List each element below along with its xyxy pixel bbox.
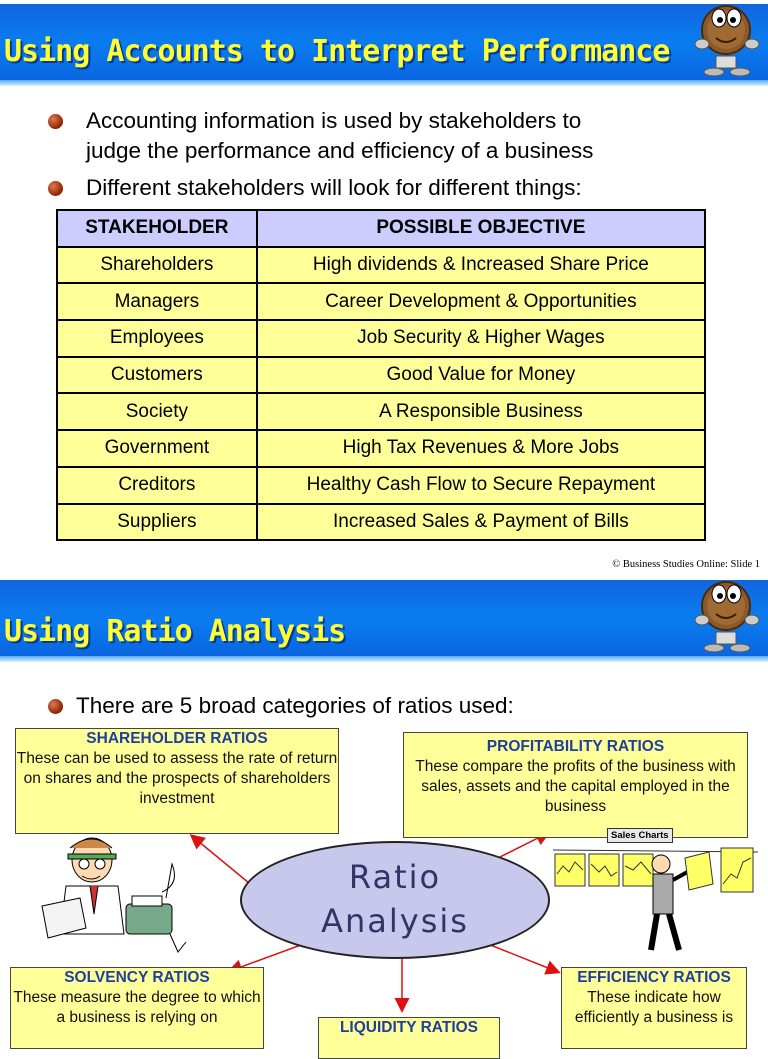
table-header-objective: POSSIBLE OBJECTIVE [257, 210, 705, 247]
table-row [57, 430, 705, 467]
bullet-dot-icon [48, 114, 63, 129]
table-row [57, 504, 705, 541]
stakeholder-cell: Customers [57, 357, 257, 394]
coin-mascot-icon [694, 2, 762, 76]
ratio-analysis-center [240, 841, 550, 959]
efficiency-ratios-box [561, 967, 747, 1049]
solvency-ratios-text: These measure the degree to which a business is relying on [13, 989, 261, 1026]
slide-1: Using Accounts to Interpret Performance Accounting information is used by stakeholders to judge the performance and efficiency of a business Different stakeholders will look for different things: STAKEHOLDER POSSIBLE OBJECTIVE Shareholders High dividends & Increased Share Price Managers Career Development & Opportunities Employees Job Security & Higher Wages Customers Good Value for Money Society A Responsible Business Government High Tax Revenues & More Jobs Creditors Healthy Cash Flow to Secure Repayment Suppliers Increased Sales & Payment of Bills © Business Studies Online: Slide 1 [0, 0, 768, 576]
slide-title: Using Accounts to Interpret Performance [4, 34, 670, 69]
table-row [57, 393, 705, 430]
table-row [57, 320, 705, 357]
stakeholder-cell: Creditors [57, 467, 257, 504]
bullet-dot-icon [48, 181, 63, 196]
efficiency-ratios-text: These indicate how efficiently a business is [574, 989, 734, 1026]
center-line-1: Ratio [348, 858, 442, 896]
objective-cell: Healthy Cash Flow to Secure Repayment [257, 467, 705, 504]
copyright-footer: © Business Studies Online: Slide 1 [612, 559, 760, 570]
slide-2: Using Ratio Analysis There are 5 broad categories of ratios used: SHAREHOLDER RATIOS These can be used to assess the rate of return on shares and the prospects of shareholders investment PROFITABILITY RATIOS These compare the profits of the business with sales, assets and the capital employed in the business Ratio Analysis Sales Charts SOLVENCY RATIOS These measure the degree to which a business is relying on LIQUIDITY RATIOS EFFICIENCY RATIOS These indicate how efficiently a business is [0, 576, 768, 1024]
table-header-stakeholder: STAKEHOLDER [57, 210, 257, 247]
objective-cell: A Responsible Business [257, 393, 705, 430]
objective-cell: Job Security & Higher Wages [257, 320, 705, 357]
slide-title: Using Ratio Analysis [4, 614, 346, 649]
stakeholder-table [56, 209, 706, 541]
table-row [57, 467, 705, 504]
profitability-ratios-title: PROFITABILITY RATIOS [486, 738, 665, 755]
objective-cell: High dividends & Increased Share Price [257, 247, 705, 284]
center-line-2: Analysis [321, 902, 469, 940]
liquidity-ratios-box [318, 1017, 500, 1059]
objective-cell: Good Value for Money [257, 357, 705, 394]
objective-cell: Career Development & Opportunities [257, 283, 705, 320]
objective-cell: High Tax Revenues & More Jobs [257, 430, 705, 467]
solvency-ratios-box [10, 967, 264, 1049]
efficiency-ratios-title: EFFICIENCY RATIOS [577, 969, 731, 986]
sales-charts-clipart-icon [553, 844, 758, 956]
table-header-row [57, 210, 705, 247]
shareholder-ratios-title: SHAREHOLDER RATIOS [86, 730, 268, 747]
stakeholder-cell: Employees [57, 320, 257, 357]
shareholder-ratios-text: These can be used to assess the rate of return on shares and the prospects of shareholders investment [16, 750, 338, 807]
table-row [57, 357, 705, 394]
solvency-ratios-title: SOLVENCY RATIOS [64, 969, 210, 986]
profitability-ratios-box [403, 732, 748, 838]
objective-cell: Increased Sales & Payment of Bills [257, 504, 705, 541]
stakeholder-cell: Shareholders [57, 247, 257, 284]
stakeholder-cell: Government [57, 430, 257, 467]
accountant-clipart-icon [40, 834, 190, 954]
shareholder-ratios-box [15, 728, 339, 834]
profitability-ratios-text: These compare the profits of the business with sales, assets and the capital employed in the business [415, 758, 736, 815]
stakeholder-cell: Suppliers [57, 504, 257, 541]
stakeholder-cell: Society [57, 393, 257, 430]
sales-charts-label: Sales Charts [607, 828, 673, 843]
liquidity-ratios-title: LIQUIDITY RATIOS [339, 1019, 479, 1036]
table-row [57, 247, 705, 284]
stakeholder-cell: Managers [57, 283, 257, 320]
table-row [57, 283, 705, 320]
